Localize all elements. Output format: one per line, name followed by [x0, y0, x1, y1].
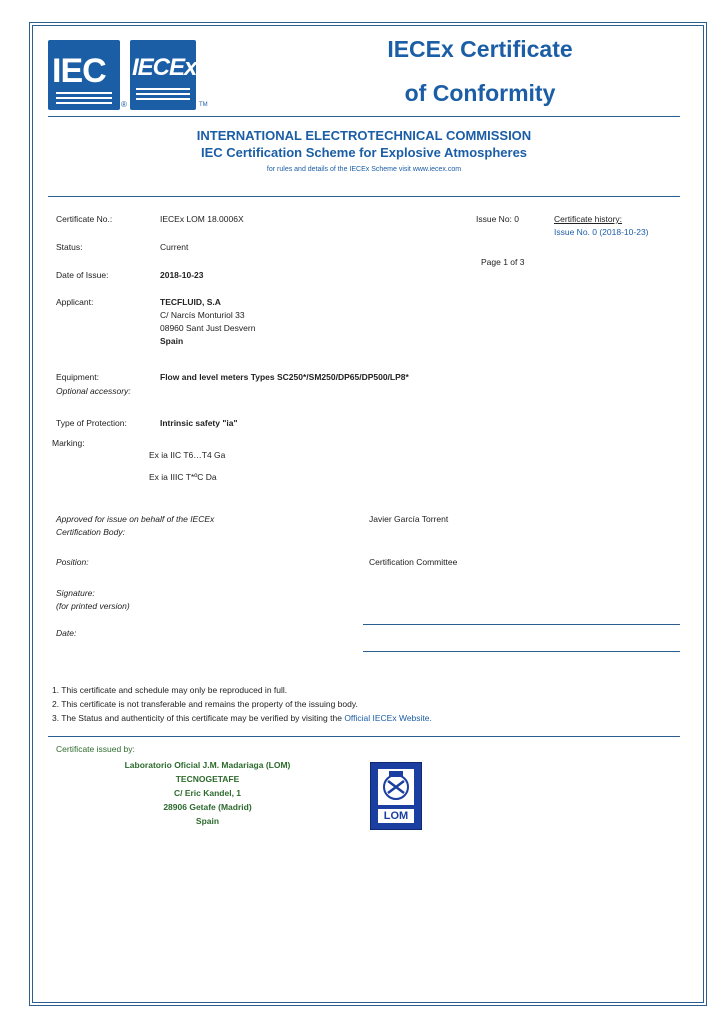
applicant-address-1: C/ Narcís Monturiol 33: [160, 310, 245, 320]
position-value: Certification Committee: [369, 557, 458, 567]
scheme-rules: for rules and details of the IECEx Scheme visit www.iecex.com: [266, 166, 462, 173]
date-line: [363, 651, 680, 652]
page-number: Page 1 of 3: [481, 257, 525, 267]
applicant-label: Applicant:: [56, 297, 94, 307]
issuer-line-4: 28906 Getafe (Madrid): [163, 802, 252, 812]
protection-value: Intrinsic safety "ia": [160, 418, 238, 428]
title-line-2: of Conformity: [404, 80, 556, 106]
equipment-value: Flow and level meters Types SC250*/SM250/DP65/DP500/LP8*: [160, 372, 409, 382]
cert-no-value: IECEx LOM 18.0006X: [160, 214, 244, 224]
applicant-address-2: 08960 Sant Just Desvern: [160, 323, 256, 333]
issuer-line-5: Spain: [195, 816, 220, 826]
issuer-line-3: C/ Eric Kandel, 1: [173, 788, 242, 798]
approved-label-2: Certification Body:: [56, 527, 125, 537]
marking-2: Ex ia IIIC T*ºC Da: [149, 472, 217, 482]
iecex-website-link[interactable]: Official IECEx Website.: [344, 713, 432, 723]
position-label: Position:: [56, 557, 89, 567]
issue-no: Issue No: 0: [476, 214, 519, 224]
status-label: Status:: [56, 242, 83, 252]
approved-label-1: Approved for issue on behalf of the IECEx: [56, 514, 215, 524]
marking-label: Marking:: [52, 438, 85, 448]
date-issue-value: 2018-10-23: [160, 270, 204, 280]
title-line-1: IECEx Certificate: [387, 36, 573, 62]
lom-logo-text: LOM: [383, 810, 409, 822]
note-3-text: 3. The Status and authenticity of this certificate may be verified by visiting the: [52, 713, 345, 723]
date-issue-label: Date of Issue:: [56, 270, 109, 280]
scheme-heading: IEC Certification Scheme for Explosive Atmospheres: [200, 145, 528, 160]
iecex-logo: [130, 40, 196, 110]
issuer-label: Certificate issued by:: [56, 744, 135, 754]
lom-logo: [370, 762, 422, 830]
note-3: [52, 713, 432, 723]
signature-label-1: Signature:: [56, 588, 95, 598]
iecex-logo-text: IECEx: [132, 54, 197, 81]
note-1: 1. This certificate and schedule may only be reproduced in full.: [52, 685, 288, 695]
commission-heading: INTERNATIONAL ELECTROTECHNICAL COMMISSION: [196, 128, 532, 143]
note-2: 2. This certificate is not transferable and remains the property of the issuing body.: [52, 699, 358, 709]
signature-label-2: (for printed version): [56, 601, 130, 611]
protection-label: Type of Protection:: [56, 418, 127, 428]
tm-mark: TM: [199, 102, 208, 108]
approved-value: Javier García Torrent: [369, 514, 449, 524]
cert-no-label: Certificate No.:: [56, 214, 113, 224]
history-label: Certificate history:: [554, 214, 623, 224]
applicant-name: TECFLUID, S.A: [160, 297, 221, 307]
history-link[interactable]: Issue No. 0 (2018-10-23): [554, 227, 649, 237]
iec-logo-text: IEC: [52, 52, 106, 90]
marking-1: Ex ia IIC T6…T4 Ga: [149, 450, 226, 460]
equipment-label: Equipment:: [56, 372, 99, 382]
issuer-line-1: Laboratorio Oficial J.M. Madariaga (LOM): [124, 760, 291, 770]
signature-line: [363, 624, 680, 625]
registered-mark: ®: [121, 100, 127, 109]
applicant-country: Spain: [160, 336, 184, 346]
status-value: Current: [160, 242, 189, 252]
date-label: Date:: [56, 628, 77, 638]
header-divider: [48, 116, 680, 117]
optional-accessory-label: Optional accessory:: [56, 386, 131, 396]
iec-logo: [48, 40, 120, 110]
section-divider: [48, 196, 680, 197]
issuer-line-2: TECNOGETAFE: [175, 774, 240, 784]
issuer-divider: [48, 736, 680, 737]
